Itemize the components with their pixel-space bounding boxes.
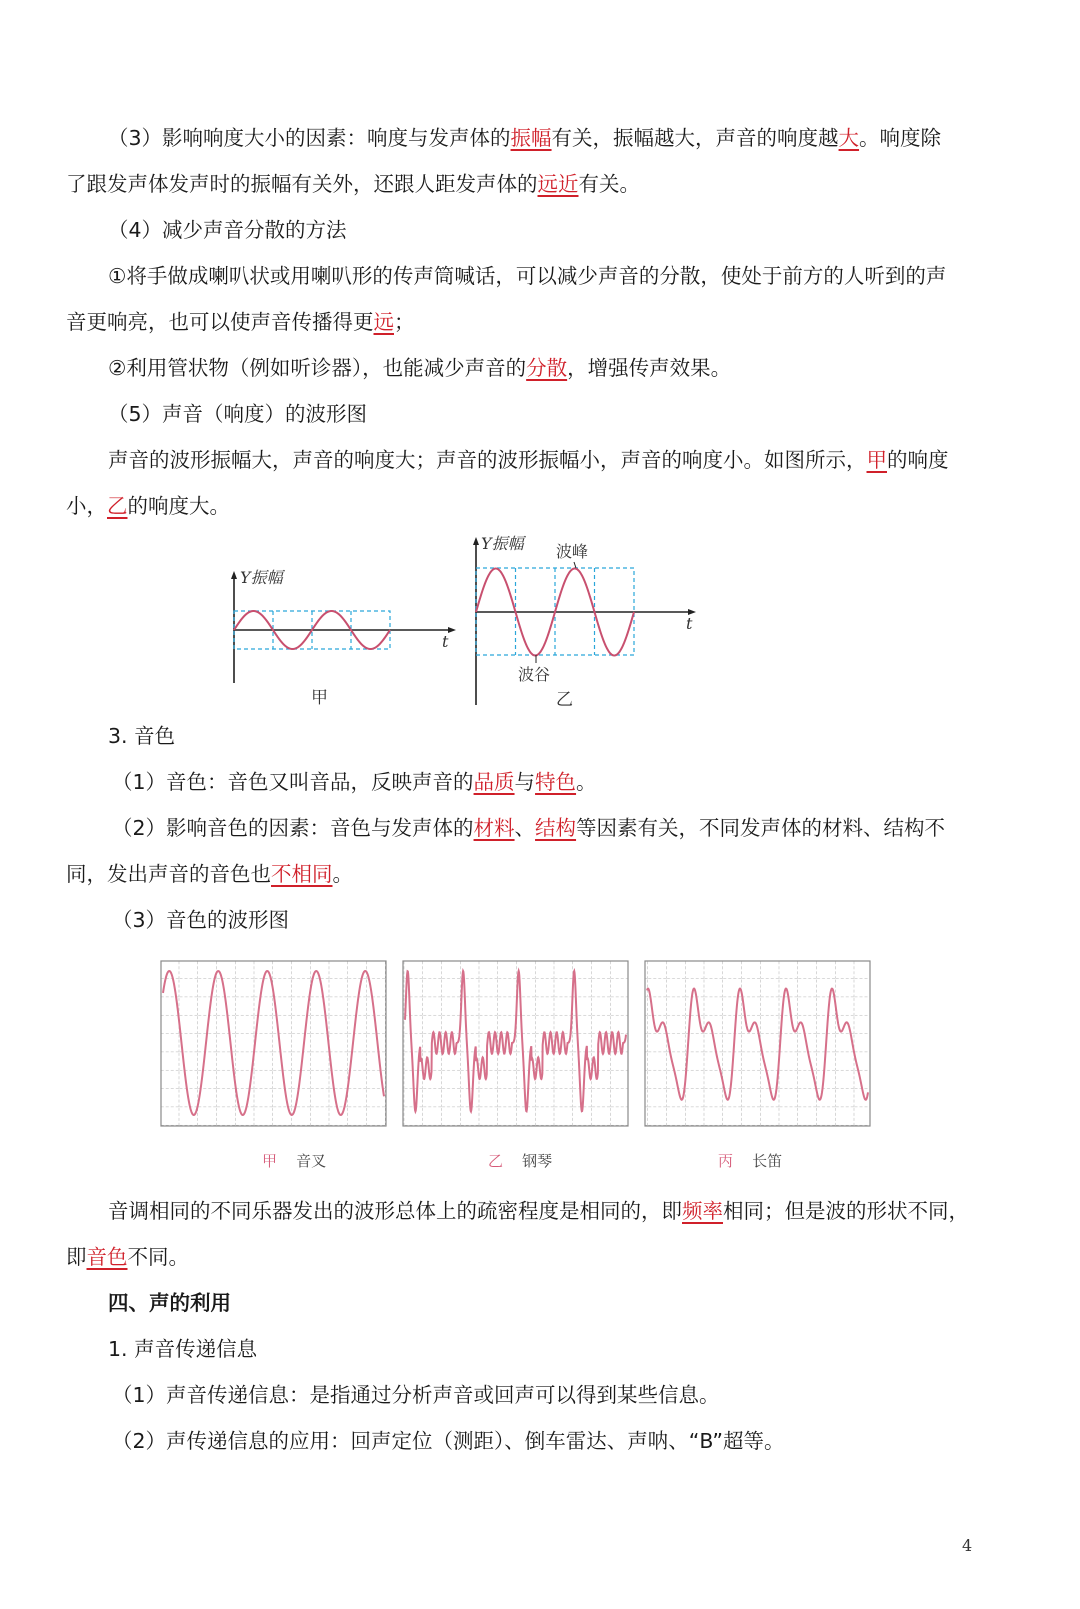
answer-blank: 材料 <box>473 816 515 840</box>
y-axis-arrow-icon <box>231 571 237 579</box>
crest-pointer <box>574 562 576 568</box>
text: ①将手做成喇叭状或用喇叭形的传声筒喊话，可以减少声音的分散，使处于前方的人听到的声 <box>108 264 947 288</box>
text: ； <box>394 310 415 334</box>
timbre-p2-line-1 <box>0 813 1080 843</box>
waveform-text-line-2 <box>0 491 1080 521</box>
text: 有关。 <box>578 172 640 196</box>
method-1-line-2 <box>0 307 1080 337</box>
answer-blank: 大 <box>838 126 860 150</box>
timbre-p3 <box>0 905 1080 935</box>
answer-blank: 振幅 <box>510 126 552 150</box>
text: 等因素有关，不同发声体的材料、结构不 <box>576 816 946 840</box>
caption-tuning-fork <box>262 1150 326 1171</box>
section-4-sub-1 <box>0 1334 1080 1364</box>
caption-flute <box>718 1150 782 1171</box>
text: 。响度除 <box>859 126 942 150</box>
y-axis-label: Y振幅 <box>240 568 283 587</box>
text: 。 <box>332 862 353 886</box>
answer-blank: 不相同 <box>271 862 333 886</box>
answer-blank: 音色 <box>86 1245 128 1269</box>
text: 了跟发声体发声时的振幅有关外，还跟人距发声体的 <box>66 172 538 196</box>
text: 相同；但是波的形状不同， <box>723 1199 969 1223</box>
text: 、 <box>514 816 536 840</box>
text: （3）影响响度大小的因素：响度与发声体的 <box>108 126 511 150</box>
crest-label: 波峰 <box>556 542 589 561</box>
text: 的响度 <box>887 448 949 472</box>
text: 1. 声音传递信息 <box>108 1337 258 1361</box>
method-1-line-1 <box>0 261 1080 291</box>
timbre-p1 <box>0 767 1080 797</box>
text: （1）声音传递信息：是指通过分析声音或回声可以得到某些信息。 <box>112 1383 720 1407</box>
text: 音调相同的不同乐器发出的波形总体上的疏密程度是相同的，即 <box>108 1199 682 1223</box>
method-2-line <box>0 353 1080 383</box>
page-number: 4 <box>962 1536 973 1555</box>
caption-tag: 乙 <box>488 1152 504 1170</box>
panel-piano <box>403 961 628 1126</box>
grid <box>403 961 628 1126</box>
loudness-factors-line-1 <box>0 123 1080 153</box>
text: ，增强传声效果。 <box>567 356 732 380</box>
caption-yi: 乙 <box>556 690 573 710</box>
text: （1）音色：音色又叫音品，反映声音的 <box>112 770 474 794</box>
y-axis-arrow-icon <box>473 537 479 545</box>
text: 即 <box>66 1245 87 1269</box>
t-axis-label: t <box>686 614 693 633</box>
loudness-factors-line-2 <box>0 169 1080 199</box>
answer-blank: 乙 <box>107 494 128 518</box>
text: 音更响亮，也可以使声音传播得更 <box>66 310 374 334</box>
caption-name: 长笛 <box>752 1152 783 1170</box>
grid <box>645 961 870 1126</box>
waveform-heading <box>0 399 1080 429</box>
y-axis-label: Y振幅 <box>481 535 524 553</box>
section-4-p1 <box>0 1380 1080 1410</box>
text: 有关，振幅越大，声音的响度越 <box>551 126 839 150</box>
text: 声音的波形振幅大，声音的响度大；声音的波形振幅小，声音的响度小。如图所示， <box>108 448 867 472</box>
text: 四、声的利用 <box>108 1291 231 1315</box>
waveform-jia <box>231 568 456 708</box>
text: 的响度大。 <box>127 494 230 518</box>
answer-blank: 甲 <box>866 448 887 472</box>
text: 与 <box>514 770 536 794</box>
text: 小， <box>66 494 107 518</box>
answer-blank: 频率 <box>682 1199 723 1223</box>
waveform-text-line-1 <box>0 445 1080 475</box>
answer-blank: 品质 <box>473 770 515 794</box>
caption-jia: 甲 <box>311 688 328 708</box>
panel-flute <box>645 961 870 1126</box>
text: （2）声传递信息的应用：回声定位（测距）、倒车雷达、声呐、“B”超等。 <box>112 1429 785 1453</box>
timbre-waveform-figure <box>160 960 900 1140</box>
text: 同，发出声音的音色也 <box>66 862 271 886</box>
reduce-dispersion-heading <box>0 215 1080 245</box>
text: （5）声音（响度）的波形图 <box>108 402 368 426</box>
t-axis-arrow-icon <box>448 627 456 633</box>
caption-piano <box>488 1150 552 1171</box>
answer-blank: 结构 <box>535 816 577 840</box>
caption-name: 钢琴 <box>522 1152 553 1170</box>
timbre-p2-line-2 <box>0 859 1080 889</box>
text: 。 <box>576 770 597 794</box>
text: ②利用管状物（例如听诊器），也能减少声音的 <box>108 356 527 380</box>
text: 不同。 <box>127 1245 189 1269</box>
timbre-summary-line-2 <box>0 1242 1080 1272</box>
timbre-summary-line-1 <box>0 1196 1080 1226</box>
answer-blank: 特色 <box>535 770 577 794</box>
caption-tag: 丙 <box>718 1152 734 1170</box>
waveform-yi <box>473 535 696 710</box>
loudness-waveform-figure <box>220 535 720 720</box>
panel-tuning-fork <box>161 961 386 1126</box>
section-4-heading <box>0 1288 1080 1318</box>
answer-blank: 远近 <box>537 172 579 196</box>
answer-blank: 远 <box>373 310 394 334</box>
section-4-p2 <box>0 1426 1080 1456</box>
caption-tag: 甲 <box>262 1152 278 1170</box>
answer-blank: 分散 <box>526 356 568 380</box>
trough-label: 波谷 <box>518 665 551 684</box>
timbre-heading <box>0 721 1080 751</box>
text: （4）减少声音分散的方法 <box>108 218 347 242</box>
t-axis-label: t <box>442 632 449 651</box>
text: 3. 音色 <box>108 724 176 748</box>
text: （2）影响音色的因素：音色与发声体的 <box>112 816 474 840</box>
caption-name: 音叉 <box>296 1152 327 1170</box>
text: （3）音色的波形图 <box>112 908 290 932</box>
